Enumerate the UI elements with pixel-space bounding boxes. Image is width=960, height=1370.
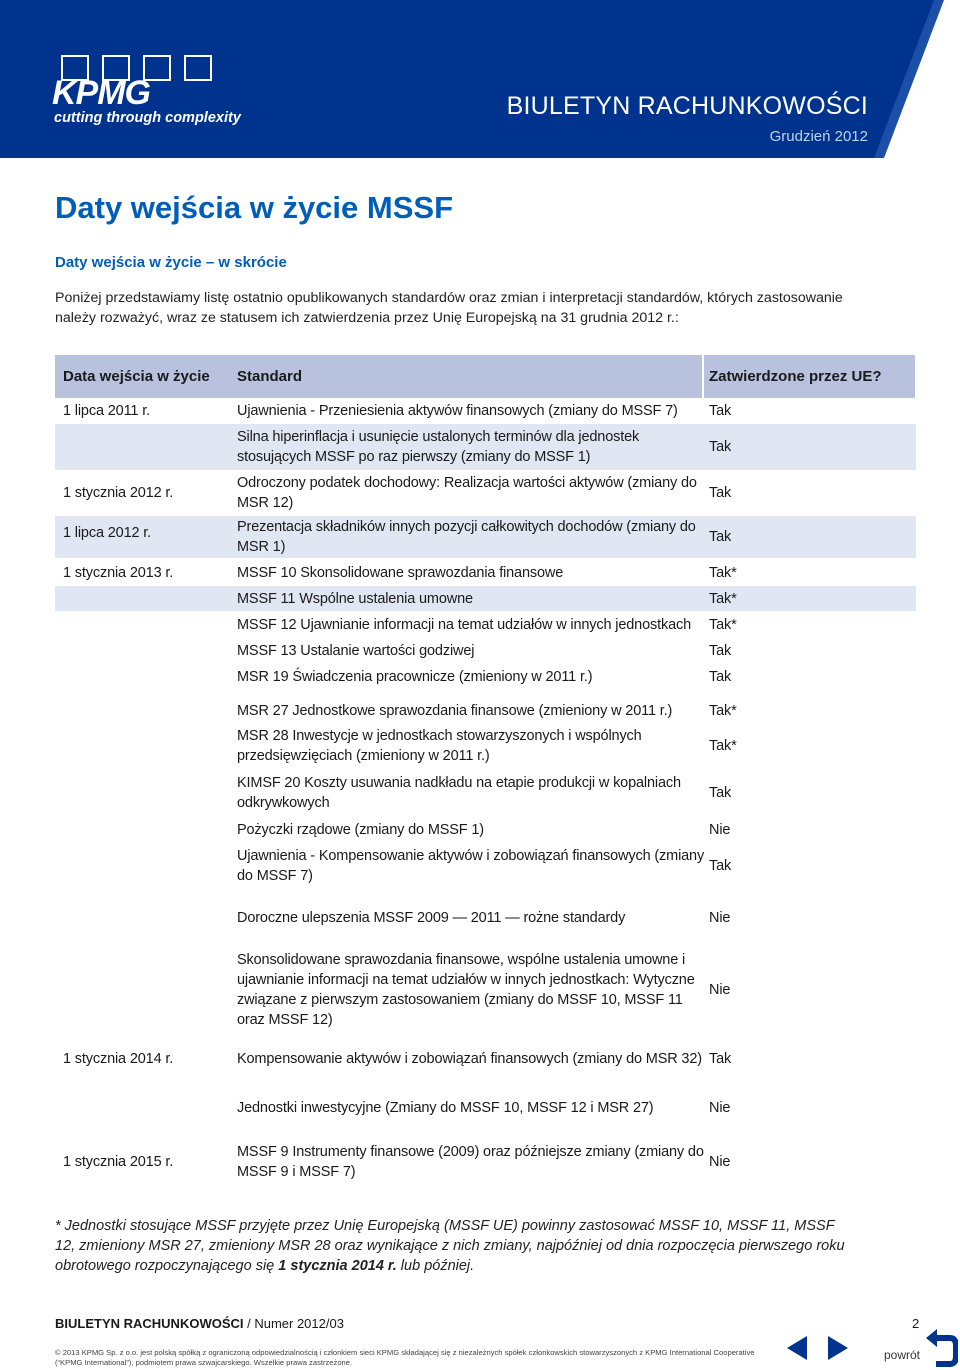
table-cell-standard: Odroczony podatek dochodowy: Realizacja wartości aktywów (zmiany do MSR 12) <box>237 475 697 511</box>
footnote-line: 12, zmieniony MSR 27, zmieniony MSR 28 oraz wynikające z nich zmiany, najpóźniej od dnia rozpoczęcia pierwszego roku <box>55 1238 845 1254</box>
intro-line: należy rozważyć, wraz ze statusem ich zatwierdzenia przez Unię Europejską na 31 grudnia 2012 r.: <box>55 310 679 326</box>
publication-date: Grudzień 2012 <box>769 128 868 145</box>
copyright-notice <box>55 1348 775 1368</box>
table-cell-standard: Prezentacja składników innych pozycji całkowitych dochodów (zmiany do MSR 1) <box>237 519 696 555</box>
page-subtitle: Daty wejścia w życie – w skrócie <box>55 254 287 271</box>
table-cell-standard: MSSF 12 Ujawnianie informacji na temat udziałów w innych jednostkach <box>237 616 692 633</box>
back-button[interactable] <box>924 1326 958 1368</box>
table-cell-date <box>63 723 233 768</box>
table-cell-approved: Tak* <box>709 737 737 754</box>
table-cell-date <box>63 698 233 723</box>
page-title: Daty wejścia w życie MSSF <box>55 190 454 225</box>
table-cell-date <box>63 586 233 611</box>
back-link-label[interactable]: powrót <box>884 1348 921 1362</box>
page-number: 2 <box>912 1316 920 1331</box>
header-approved: Zatwierdzone przez UE? <box>709 368 882 385</box>
table-cell-date <box>63 950 233 1030</box>
header-banner <box>0 0 960 158</box>
table-cell-approved: Nie <box>709 1100 731 1116</box>
footer-publication <box>55 1316 344 1331</box>
table-header <box>55 355 915 398</box>
table-cell-approved: Tak <box>709 529 732 545</box>
copyright-line: (“KPMG International”), podmiotem prawa szwajcarskiego. Wszelkie prawa zastrzeżone. <box>55 1358 353 1367</box>
table-cell-standard: Ujawnienia - Kompensowanie aktywów i zobowiązań finansowych (zmiany do MSSF 7) <box>237 848 705 884</box>
table-cell-date: 1 stycznia 2015 r. <box>63 1154 174 1170</box>
table-cell-approved: Tak <box>709 858 732 874</box>
table-cell-approved: Tak* <box>709 565 737 581</box>
table-cell-date: 1 stycznia 2014 r. <box>63 1051 174 1067</box>
table-cell-date: 1 stycznia 2013 r. <box>63 565 174 581</box>
table-cell-standard: Pożyczki rządowe (zmiany do MSSF 1) <box>237 822 484 838</box>
footnote-line: obrotowego rozpoczynającego się 1 stycznia 2014 r. lub później. <box>55 1258 475 1274</box>
table-cell-approved: Tak <box>709 485 732 501</box>
table-cell-date <box>63 905 233 931</box>
footer-publication-name: BIULETYN RACHUNKOWOŚCI <box>55 1316 244 1331</box>
table-cell-standard: Jednostki inwestycyjne (Zmiany do MSSF 10, MSSF 12 i MSR 27) <box>237 1100 654 1116</box>
table-cell-approved: Tak* <box>709 616 737 633</box>
table-cell-date <box>63 638 233 664</box>
table-cell-standard: MSSF 10 Skonsolidowane sprawozdania finansowe <box>237 565 564 581</box>
table-cell-approved: Tak <box>709 403 732 419</box>
table-cell-standard: MSSF 9 Instrumenty finansowe (2009) oraz późniejsze zmiany (zmiany do MSSF 9 i MSSF 7) <box>237 1144 704 1180</box>
table-cell-approved: Nie <box>709 822 731 838</box>
table-cell-date: 1 lipca 2011 r. <box>63 403 150 419</box>
copyright-line: © 2013 KPMG Sp. z o.o. jest polską spółką z ograniczoną odpowiedzialnością i członkiem sieci KPMG składającej się z niezależnych spółek członkowskich stowarzyszonych z KPMG International Cooperative <box>55 1348 755 1357</box>
table-cell-standard: Skonsolidowane sprawozdania finansowe, wspólne ustalenia umowne i ujawnianie informacji na temat udziałów w innych jednostkach: Wytyczne związane z pierwszym zastosowaniem (zmiany do MSSF 10, MSSF 11 oraz MSSF 12) <box>237 952 695 1028</box>
table-cell-standard: KIMSF 20 Koszty usuwania nadkładu na etapie produkcji w kopalniach odkrywkowych <box>237 775 681 811</box>
table-cell-approved: Tak* <box>709 590 737 607</box>
table-cell-approved: Nie <box>709 1154 731 1170</box>
previous-page-button[interactable] <box>783 1333 811 1363</box>
table-cell-standard: MSSF 13 Ustalanie wartości godziwej <box>237 643 475 659</box>
table-cell-approved: Tak <box>709 439 732 455</box>
table-cell-standard: Doroczne ulepszenia MSSF 2009 — 2011 — rożne standardy <box>237 910 626 926</box>
arrow-right-icon <box>828 1336 848 1360</box>
table-cell-date: 1 stycznia 2012 r. <box>63 485 174 501</box>
header-date: Data wejścia w życie <box>63 368 210 385</box>
table-cell-date <box>63 845 233 887</box>
next-page-button[interactable] <box>824 1333 852 1363</box>
table-cell-approved: Tak <box>709 643 732 659</box>
arrow-left-icon <box>787 1336 807 1360</box>
table-cell-date <box>63 611 233 638</box>
table-cell-approved: Nie <box>709 910 731 926</box>
table-cell-date <box>63 664 233 690</box>
table-cell-date <box>63 1091 233 1125</box>
table-cell-date: 1 lipca 2012 r. <box>63 525 152 541</box>
footnote <box>55 1216 925 1276</box>
intro-line: Poniżej przedstawiamy listę ostatnio opublikowanych standardów oraz zmian i interpretacji standardów, których zastosowanie <box>55 290 843 306</box>
table-cell-standard: MSR 27 Jednostkowe sprawozdania finansowe (zmieniony w 2011 r.) <box>237 702 673 719</box>
return-arrow-icon <box>926 1329 956 1364</box>
table-cell-approved: Tak <box>709 669 732 685</box>
table-cell-standard: MSR 28 Inwestycje w jednostkach stowarzyszonych i wspólnych przedsięwzięciach (zmieniony w 2011 r.) <box>237 727 642 764</box>
intro-paragraph <box>55 288 925 328</box>
table-cell-standard: Kompensowanie aktywów i zobowiązań finansowych (zmiany do MSR 32) <box>237 1051 702 1067</box>
table-cell-standard: Ujawnienia - Przeniesienia aktywów finansowych (zmiany do MSSF 7) <box>237 403 678 419</box>
table-cell-standard: Silna hiperinflacja i usunięcie ustalonych terminów dla jednostek stosujących MSSF po raz pierwszy (zmiany do MSSF 1) <box>237 429 640 465</box>
table-cell-standard: MSSF 11 Wspólne ustalenia umowne <box>237 590 473 607</box>
table-cell-standard: MSR 19 Świadczenia pracownicze (zmieniony w 2011 r.) <box>237 669 593 685</box>
table-cell-approved: Tak <box>709 1051 732 1067</box>
kpmg-tagline: cutting through complexity <box>54 110 241 126</box>
table-cell-approved: Tak* <box>709 702 737 719</box>
publication-title: BIULETYN RACHUNKOWOŚCI <box>506 92 868 120</box>
table-cell-approved: Tak <box>709 785 732 801</box>
footnote-line: * Jednostki stosujące MSSF przyjęte przez Unię Europejską (MSSF UE) powinny zastosować MSSF 10, MSSF 11, MSSF <box>55 1218 835 1234</box>
table-cell-date <box>63 817 233 843</box>
header-standard: Standard <box>237 368 303 385</box>
table-cell-date <box>63 424 233 470</box>
table-cell-date <box>63 771 233 815</box>
standards-table <box>55 398 916 1198</box>
footer-issue: / Numer 2012/03 <box>243 1316 344 1331</box>
table-cell-approved: Nie <box>709 982 731 998</box>
kpmg-logo-wordmark: KPMG <box>52 74 150 112</box>
